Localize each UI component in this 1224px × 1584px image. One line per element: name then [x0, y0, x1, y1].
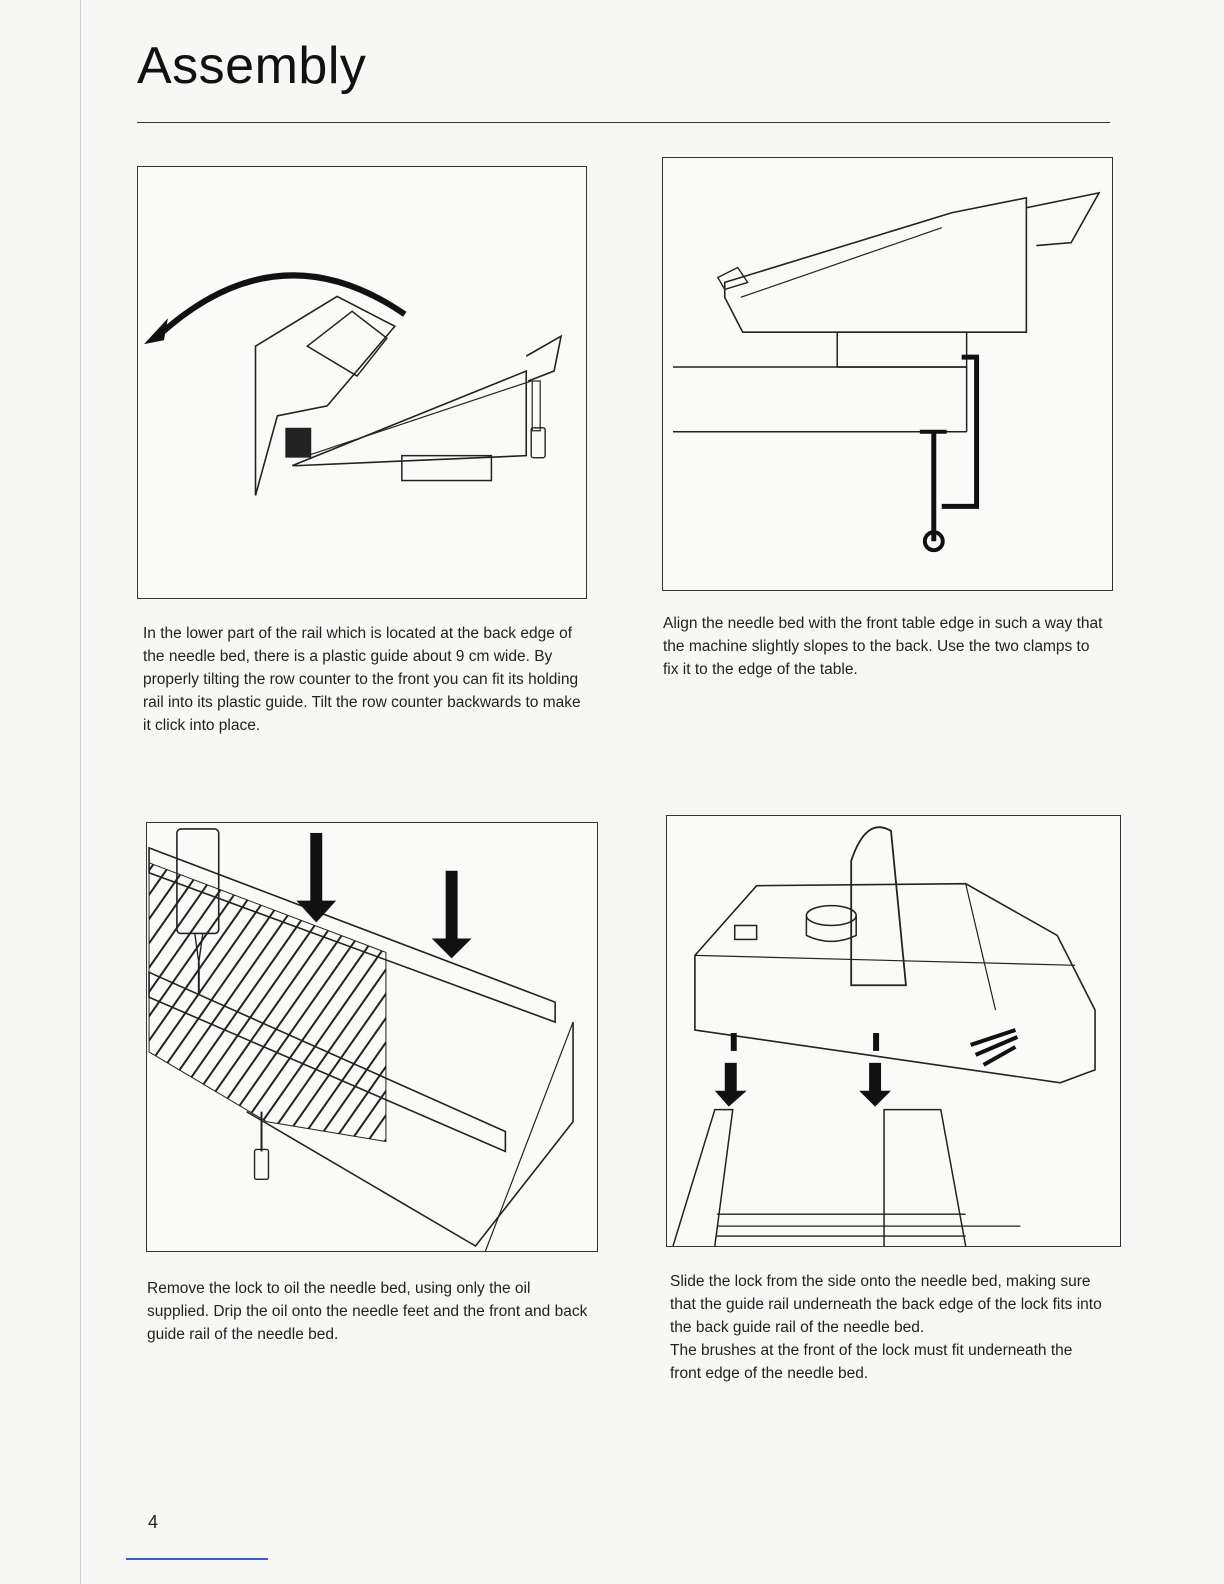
row-counter-illustration — [138, 167, 586, 598]
down-arrow-icon — [296, 901, 336, 923]
down-arrow-icon — [432, 938, 472, 958]
footer-link-line — [126, 1558, 268, 1560]
page-binding-edge — [80, 0, 81, 1584]
step-1-caption: In the lower part of the rail which is located at the back edge of the needle bed, there is a plastic guide about 9 cm wide. By properly tilting the row counter to the front you can fit its holding rail into its plastic guide. Tilt the row counter backwards to make it click into place. — [143, 625, 581, 734]
figure-row-counter — [137, 166, 587, 599]
title-rule — [137, 122, 1110, 123]
page-number: 4 — [148, 1512, 159, 1532]
step-2-caption: Align the needle bed with the front table edge in such a way that the machine slightly slopes to the back. Use the two clamps to fix it to the edge of the table. — [663, 615, 1103, 678]
page-title: Assembly — [137, 37, 367, 95]
figure-table-clamp — [662, 157, 1113, 591]
slide-lock-illustration — [667, 816, 1120, 1246]
lock-handle-icon — [851, 827, 906, 985]
step-3-caption: Remove the lock to oil the needle bed, using only the oil supplied. Drip the oil onto the needle feet and the front and back guide rail of the needle bed. — [147, 1280, 588, 1343]
tilt-arrow-icon — [144, 318, 168, 344]
step-4-caption-line-1: Slide the lock from the side onto the needle bed, making sure that the guide rail underneath the back edge of the lock fits into the back guide rail of the needle bed. — [670, 1273, 1102, 1336]
down-arrow-icon — [715, 1091, 747, 1107]
figure-slide-lock — [666, 815, 1121, 1247]
oil-needle-bed-illustration — [147, 823, 597, 1251]
step-4-caption-line-2: The brushes at the front of the lock must fit underneath the front edge of the needle bed. — [670, 1342, 1073, 1382]
step-4-caption — [670, 1270, 1104, 1385]
table-clamp-illustration — [663, 158, 1112, 590]
down-arrow-icon — [859, 1091, 891, 1107]
figure-oil-needle-bed — [146, 822, 598, 1252]
